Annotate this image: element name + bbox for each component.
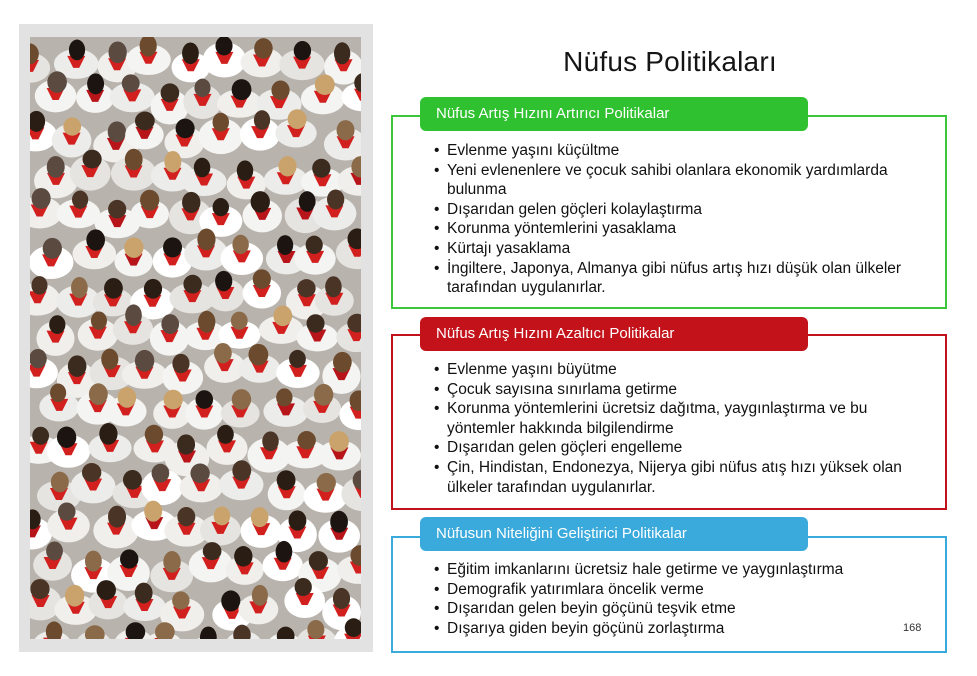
section-list-increase xyxy=(434,141,914,298)
crowd-person-head xyxy=(203,542,222,560)
crowd-person-head xyxy=(190,463,209,483)
crowd-person-head xyxy=(197,229,215,251)
crowd-person-head xyxy=(214,343,232,363)
crowd-person-head xyxy=(214,506,231,525)
crowd-person-head xyxy=(86,229,105,250)
crowd-person-head xyxy=(108,41,126,63)
list-item: • Yeni evlenenlere ve çocuk sahibi olanlara ekonomik yardımlarda bulunma xyxy=(434,161,914,200)
crowd-person-head xyxy=(123,470,142,490)
crowd-person-head xyxy=(217,425,234,444)
crowd-person-head xyxy=(215,271,232,291)
crowd-person-head xyxy=(295,578,312,596)
crowd-person-head xyxy=(237,160,253,181)
crowd-person-head xyxy=(327,189,344,209)
crowd-person-head xyxy=(57,426,76,447)
crowd-person-head xyxy=(215,37,232,56)
crowd-person-head xyxy=(306,236,323,254)
crowd-person-head xyxy=(329,431,349,452)
crowd-person-head xyxy=(232,235,248,254)
crowd-person-head xyxy=(145,425,163,444)
list-item: • Evlenme yaşını büyütme xyxy=(434,360,914,380)
section-header-decrease: Nüfus Artış Hızını Azaltıcı Politikalar xyxy=(420,317,808,351)
list-item: • Dışarıdan gelen göçleri engelleme xyxy=(434,438,914,458)
crowd-person-head xyxy=(253,269,271,289)
crowd-person-head xyxy=(91,311,107,329)
crowd-person-head xyxy=(288,109,307,129)
crowd-person-head xyxy=(125,149,143,170)
crowd-person-head xyxy=(271,80,289,99)
crowd-person-head xyxy=(317,473,336,492)
crowd-person-head xyxy=(161,83,180,102)
list-item: • Dışarıdan gelen göçleri kolaylaştırma xyxy=(434,200,914,220)
photo-frame xyxy=(19,24,373,652)
crowd-person-head xyxy=(161,314,179,334)
crowd-person-head xyxy=(65,585,84,607)
crowd-person-head xyxy=(277,470,296,490)
crowd-person-head xyxy=(124,237,143,258)
crowd-person-head xyxy=(120,549,138,568)
crowd-person-head xyxy=(49,315,65,334)
crowd-person-head xyxy=(221,590,240,611)
crowd-person-head xyxy=(314,384,333,406)
crowd-person-head xyxy=(108,200,126,219)
crowd-illustration xyxy=(30,37,361,639)
crowd-person-head xyxy=(194,158,211,178)
crowd-person-head xyxy=(50,384,66,403)
crowd-person-head xyxy=(278,156,296,176)
crowd-person-head xyxy=(97,580,116,600)
crowd-person-head xyxy=(164,390,183,410)
crowd-person-head xyxy=(172,354,189,373)
crowd-person-head xyxy=(176,119,195,139)
crowd-person-head xyxy=(299,191,316,212)
crowd-person-head xyxy=(140,190,159,211)
section-list-quality xyxy=(434,560,914,638)
crowd-person-head xyxy=(232,389,251,410)
crowd-person-head xyxy=(135,112,155,131)
crowd-person-head xyxy=(32,427,49,445)
crowd-person-head xyxy=(337,120,355,140)
crowd-person-head xyxy=(251,191,270,212)
crowd-person-head xyxy=(72,191,88,209)
crowd-person-head xyxy=(135,350,154,372)
crowd-person-head xyxy=(46,541,63,560)
crowd-person-head xyxy=(234,546,252,567)
crowd-person-head xyxy=(196,390,214,409)
crowd-person-head xyxy=(47,71,67,93)
crowd-person-head xyxy=(51,472,69,493)
crowd-person-head xyxy=(252,585,268,606)
list-item: • Kürtajı yasaklama xyxy=(434,239,914,259)
crowd-person-head xyxy=(101,349,118,370)
crowd-person-head xyxy=(333,352,352,373)
crowd-person-head xyxy=(231,312,248,330)
list-item: • Çocuk sayısına sınırlama getirme xyxy=(434,380,914,400)
crowd-person-head xyxy=(262,431,279,451)
crowd-person-head xyxy=(43,238,62,259)
crowd-person-head xyxy=(58,502,76,520)
page-number: 168 xyxy=(903,622,922,634)
section-header-increase: Nüfus Artış Hızını Artırıcı Politikalar xyxy=(420,97,808,131)
crowd-person-head xyxy=(232,79,252,100)
crowd-person-head xyxy=(172,591,189,609)
crowd-person-head xyxy=(309,551,328,571)
crowd-person-head xyxy=(31,276,47,294)
crowd-person-head xyxy=(152,464,170,483)
crowd-person-head xyxy=(99,423,117,445)
crowd-photo xyxy=(30,37,361,639)
crowd-person-head xyxy=(144,501,162,522)
crowd-person-head xyxy=(289,510,307,530)
crowd-person-head xyxy=(144,279,162,299)
crowd-person-head xyxy=(254,110,270,130)
list-item: • Dışarıya giden beyin göçünü zorlaştırma xyxy=(434,619,914,639)
crowd-person-head xyxy=(276,388,292,406)
crowd-person-head xyxy=(135,583,153,604)
crowd-person-head xyxy=(87,73,104,94)
crowd-person-head xyxy=(315,74,335,95)
list-item: • Demografik yatırımlara öncelik verme xyxy=(434,580,914,600)
list-item: • Çin, Hindistan, Endonezya, Nijerya gibi nüfus atış hızı yüksek olan ülkeler tarafından uygulanırlar. xyxy=(434,458,914,497)
crowd-person-head xyxy=(163,551,181,573)
crowd-person-head xyxy=(118,387,137,408)
crowd-person-head xyxy=(251,507,269,527)
crowd-person-head xyxy=(163,237,182,257)
crowd-person-head xyxy=(164,151,181,173)
crowd-person-head xyxy=(104,278,123,299)
crowd-person-head xyxy=(294,41,311,60)
crowd-person-head xyxy=(89,383,108,405)
crowd-person-head xyxy=(307,620,324,639)
crowd-person-head xyxy=(85,551,102,572)
list-item: • Eğitim imkanlarını ücretsiz hale getirme ve yaygınlaştırma xyxy=(434,560,914,580)
crowd-person-head xyxy=(213,113,229,132)
crowd-person-head xyxy=(71,277,88,298)
crowd-person-head xyxy=(325,276,342,297)
list-item: • Dışarıdan gelen beyin göçünü teşvik etme xyxy=(434,599,914,619)
crowd-person-head xyxy=(297,431,315,449)
crowd-person-head xyxy=(254,38,273,59)
crowd-person-head xyxy=(213,198,229,216)
crowd-person-head xyxy=(273,305,292,326)
crowd-person-head xyxy=(82,463,101,482)
crowd-person-head xyxy=(47,156,65,178)
page-title: Nüfus Politikaları xyxy=(563,46,777,77)
section-list-decrease xyxy=(434,360,914,497)
crowd-person-head xyxy=(63,117,81,135)
section-header-quality: Nüfusun Niteliğini Geliştirici Politikalar xyxy=(420,517,808,551)
list-item: • Korunma yöntemlerini yasaklama xyxy=(434,219,914,239)
list-item: • Korunma yöntemlerini ücretsiz dağıtma, yaygınlaştırma ve bu yöntemler hakkında bilgilendirme xyxy=(434,399,914,438)
crowd-person-head xyxy=(183,275,201,294)
crowd-person-head xyxy=(277,235,293,255)
crowd-person-head xyxy=(83,150,102,169)
crowd-person-head xyxy=(182,42,199,64)
crowd-person-head xyxy=(334,42,350,64)
crowd-person-head xyxy=(177,507,195,526)
crowd-person-head xyxy=(30,579,49,599)
crowd-person-head xyxy=(125,304,142,326)
crowd-person-head xyxy=(297,279,316,297)
crowd-person-head xyxy=(68,355,87,377)
crowd-person-head xyxy=(312,159,330,178)
crowd-person-head xyxy=(248,344,268,366)
crowd-person-head xyxy=(333,588,350,609)
crowd-person-head xyxy=(122,74,140,92)
crowd-person-head xyxy=(330,511,348,533)
crowd-person-head xyxy=(194,79,210,97)
crowd-person-head xyxy=(177,434,195,454)
crowd-person-head xyxy=(108,121,126,142)
crowd-person-head xyxy=(289,350,306,368)
crowd-person-head xyxy=(32,188,51,209)
crowd-person-head xyxy=(276,541,293,563)
crowd-person-head xyxy=(108,506,126,528)
crowd-person-head xyxy=(198,311,215,333)
crowd-person-head xyxy=(307,314,325,332)
crowd-person-head xyxy=(182,192,200,213)
crowd-person-head xyxy=(69,40,85,61)
list-item: • İngiltere, Japonya, Almanya gibi nüfus artış hızı düşük olan ülkeler tarafından uygulanırlar. xyxy=(434,259,914,298)
crowd-person-head xyxy=(232,460,251,481)
list-item: • Evlenme yaşını küçültme xyxy=(434,141,914,161)
